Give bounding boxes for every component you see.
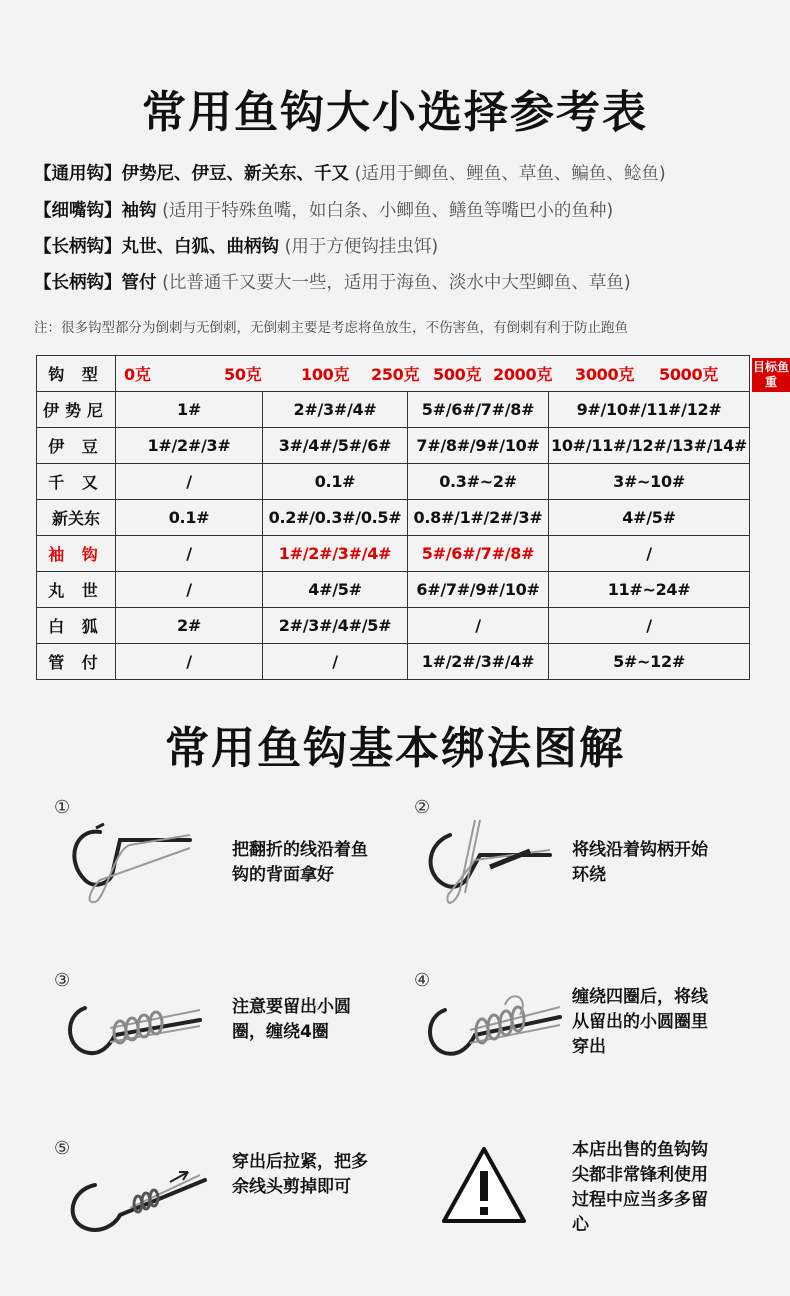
table-row-highlighted bbox=[37, 536, 750, 572]
desc-bracket: 【长柄钩】 bbox=[34, 273, 122, 293]
desc-names: 丸世、白狐、曲柄钩 bbox=[121, 237, 279, 257]
table-row bbox=[37, 572, 750, 608]
desc-line-long bbox=[34, 233, 764, 258]
size-cell: / bbox=[116, 464, 263, 500]
weight-label: 3000克 bbox=[575, 365, 635, 384]
desc-line-guanfu bbox=[34, 269, 764, 294]
section-title: 常用鱼钩基本绑法图解 bbox=[165, 723, 625, 774]
weight-label: 2000克 bbox=[493, 365, 553, 384]
size-cell: 6#/7#/9#/10# bbox=[408, 572, 549, 608]
step-number: ④ bbox=[414, 970, 431, 991]
size-cell: 9#/10#/11#/12# bbox=[549, 392, 750, 428]
desc-note: (用于方便钩挂虫饵) bbox=[279, 237, 439, 257]
desc-bracket: 【通用钩】 bbox=[34, 164, 122, 184]
barb-note: 注：很多钩型都分为倒刺与无倒刺，无倒刺主要是考虑将鱼放生，不伤害鱼，有倒刺有利于防止跑鱼 bbox=[34, 320, 628, 336]
weight-label: 50克 bbox=[224, 365, 262, 384]
step-instruction: 缠绕四圈后，将线从留出的小圆圈里穿出 bbox=[572, 987, 708, 1057]
size-cell: 4#/5# bbox=[263, 572, 408, 608]
size-cell: 2# bbox=[116, 608, 263, 644]
hook-type: 伊 豆 bbox=[37, 428, 116, 464]
size-cell: 2#/3#/4# bbox=[263, 392, 408, 428]
step-instruction: 把翻折的线沿着鱼钩的背面拿好 bbox=[232, 840, 368, 885]
desc-bracket: 【长柄钩】 bbox=[34, 237, 122, 257]
weight-label: 250克 bbox=[371, 365, 420, 384]
hook-type: 袖 钩 bbox=[37, 536, 116, 572]
size-cell: 3#~10# bbox=[549, 464, 750, 500]
warning-icon bbox=[440, 1145, 528, 1225]
size-cell: 5#~12# bbox=[549, 644, 750, 680]
desc-line-thin bbox=[34, 197, 764, 222]
size-cell: 1# bbox=[116, 392, 263, 428]
table-row bbox=[37, 428, 750, 464]
step-instruction: 穿出后拉紧，把多余线头剪掉即可 bbox=[232, 1152, 368, 1197]
size-cell: 0.8#/1#/2#/3# bbox=[408, 500, 549, 536]
hook-type: 千 又 bbox=[37, 464, 116, 500]
target-weight-badge: 目标鱼重 bbox=[752, 358, 790, 392]
step-number: ⑤ bbox=[54, 1138, 71, 1159]
size-cell: / bbox=[263, 644, 408, 680]
desc-note: (比普通千又要大一些，适用于海鱼、淡水中大型鲫鱼、草鱼) bbox=[156, 273, 631, 293]
hook-type: 新关东 bbox=[37, 500, 116, 536]
size-cell: 0.2#/0.3#/0.5# bbox=[263, 500, 408, 536]
desc-bracket: 【细嘴钩】 bbox=[34, 201, 122, 221]
desc-names: 袖钩 bbox=[121, 201, 157, 221]
size-cell: / bbox=[549, 536, 750, 572]
step-instruction: 将线沿着钩柄开始环绕 bbox=[572, 840, 708, 885]
size-cell: / bbox=[116, 644, 263, 680]
size-cell: 5#/6#/7#/8# bbox=[408, 392, 549, 428]
weight-scale bbox=[116, 356, 750, 392]
hook-step3-illustration bbox=[60, 990, 210, 1070]
table-header-row bbox=[37, 356, 750, 392]
size-cell: 10#/11#/12#/13#/14# bbox=[549, 428, 750, 464]
weight-label: 5000克 bbox=[659, 365, 719, 384]
desc-note: (适用于鲫鱼、鲤鱼、草鱼、鳊鱼、鲶鱼) bbox=[349, 164, 666, 184]
table-row bbox=[37, 464, 750, 500]
desc-line-general bbox=[34, 160, 764, 185]
size-cell: 0.1# bbox=[263, 464, 408, 500]
step-number: ② bbox=[414, 797, 431, 818]
size-cell: 7#/8#/9#/10# bbox=[408, 428, 549, 464]
header-label: 钩 型 bbox=[37, 356, 116, 392]
desc-names: 伊势尼、伊豆、新关东、千又 bbox=[121, 164, 349, 184]
warning-text: 本店出售的鱼钩钩尖都非常锋利使用过程中应当多多留心 bbox=[572, 1140, 708, 1235]
size-cell: 5#/6#/7#/8# bbox=[408, 536, 549, 572]
step-number: ③ bbox=[54, 970, 71, 991]
hook-step2-illustration bbox=[420, 815, 560, 915]
table-row bbox=[37, 500, 750, 536]
size-cell: 1#/2#/3#/4# bbox=[263, 536, 408, 572]
size-cell: / bbox=[116, 572, 263, 608]
hook-size-table bbox=[36, 355, 750, 680]
size-cell: 1#/2#/3#/4# bbox=[408, 644, 549, 680]
size-cell: 2#/3#/4#/5# bbox=[263, 608, 408, 644]
weight-label: 500克 bbox=[433, 365, 482, 384]
table-row bbox=[37, 392, 750, 428]
hook-step1-illustration bbox=[60, 820, 200, 915]
weight-label: 0克 bbox=[124, 365, 151, 384]
size-cell: / bbox=[408, 608, 549, 644]
size-cell: 0.1# bbox=[116, 500, 263, 536]
size-cell: 3#/4#/5#/6# bbox=[263, 428, 408, 464]
desc-names: 管付 bbox=[121, 273, 157, 293]
weight-label: 100克 bbox=[301, 365, 350, 384]
table-row bbox=[37, 608, 750, 644]
hook-type: 伊势尼 bbox=[37, 392, 116, 428]
size-cell: / bbox=[116, 536, 263, 572]
step-instruction: 注意要留出小圆圈，缠绕4圈 bbox=[232, 997, 351, 1042]
table-row bbox=[37, 644, 750, 680]
page-title: 常用鱼钩大小选择参考表 bbox=[142, 87, 648, 138]
hook-type: 丸 世 bbox=[37, 572, 116, 608]
size-cell: 0.3#~2# bbox=[408, 464, 549, 500]
hook-step5-illustration bbox=[60, 1160, 210, 1245]
hook-type: 白 狐 bbox=[37, 608, 116, 644]
hook-type: 管 付 bbox=[37, 644, 116, 680]
size-cell: 11#~24# bbox=[549, 572, 750, 608]
size-cell: 4#/5# bbox=[549, 500, 750, 536]
desc-note: (适用于特殊鱼嘴，如白条、小鲫鱼、鳝鱼等嘴巴小的鱼种) bbox=[156, 201, 614, 221]
size-cell: / bbox=[549, 608, 750, 644]
size-cell: 1#/2#/3# bbox=[116, 428, 263, 464]
step-number: ① bbox=[54, 797, 71, 818]
hook-step4-illustration bbox=[420, 985, 570, 1070]
